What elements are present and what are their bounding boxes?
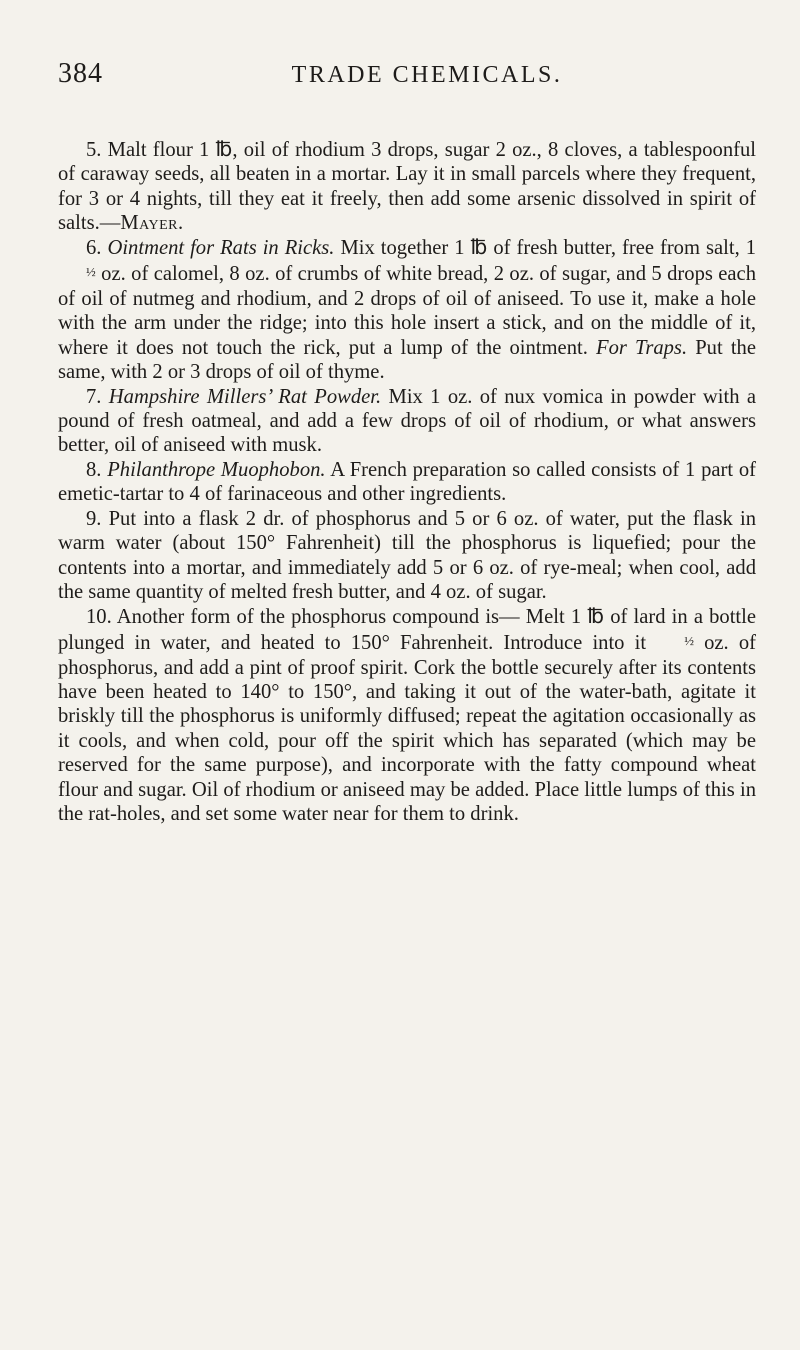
recipe-number: 5. bbox=[86, 139, 102, 161]
recipe-title: Ointment for Rats in Ricks. bbox=[107, 236, 335, 259]
recipe-7 bbox=[58, 385, 756, 458]
recipe-text: Mix 1 oz. of nux vomica in powder with a pound of fresh oatmeal, and add a few drops of oil of rhodium, or what answers better, oil of aniseed with musk. bbox=[58, 385, 756, 457]
recipe-number: 7. bbox=[86, 385, 102, 408]
recipe-text-end: Put the same, with 2 or 3 drops of oil of thyme. bbox=[58, 336, 756, 384]
recipe-text: Another form of the phosphorus compound is— Melt 1 ℔ of lard in a bottle plunged in water, and heated to 150° Fahrenheit. Introduce into it bbox=[58, 605, 757, 655]
recipe-10 bbox=[58, 605, 756, 827]
recipe-6 bbox=[58, 236, 756, 385]
fraction: ½ bbox=[86, 264, 96, 280]
recipe-text: Put into a flask 2 dr. of phosphorus and 5 or 6 oz. of water, put the flask in warm water (about 150° Fahrenheit) till the phosphorus is liquefied; pour the contents into a mortar, and immediately add 5 or 6 oz. of rye-meal; when cool, add the same quantity of melted fresh butter, and 4 oz. of sugar. bbox=[58, 507, 756, 604]
attribution: Mayer. bbox=[120, 212, 184, 235]
recipe-text: A French preparation so called consists of 1 part of emetic-tartar to 4 of farinaceous and other ingredients. bbox=[58, 458, 757, 506]
recipe-number: 8. bbox=[86, 458, 102, 481]
recipe-subtitle: For Traps. bbox=[595, 336, 688, 359]
recipe-text-continued: oz. of phosphorus, and add a pint of proof spirit. Cork the bottle securely after its contents have been heated to 140° to 150°, and taking it out of the water-bath, agitate it briskly till the phosphorus is uniformly diffused; repeat the agitation occasionally as it cools, and when cold, pour off the spirit which has separated (which may be reserved for the same purpose), and incorporate with the fatty compound wheat flour and sugar. Oil of rhodium or aniseed may be added. Place little lumps of this in the rat-holes, and set some water near for them to drink. bbox=[58, 632, 756, 826]
recipe-text-continued: oz. of calomel, 8 oz. of crumbs of white bread, 2 oz. of sugar, and 5 drops each of oil of nutmeg and rhodium, and 2 drops of oil of aniseed. To use it, make a hole with the arm under the ridge; into this hole insert a stick, and on the middle of it, where it does not touch the rick, put a lump of the ointment. bbox=[58, 263, 756, 359]
recipe-5 bbox=[58, 138, 756, 236]
recipe-number: 6. bbox=[86, 236, 102, 259]
fraction: ½ bbox=[684, 633, 694, 649]
recipe-9 bbox=[58, 507, 756, 605]
recipe-text: Mix together 1 ℔ of fresh butter, free from salt, 1 bbox=[340, 236, 757, 259]
recipe-number: 10. bbox=[86, 605, 112, 628]
recipe-8 bbox=[58, 458, 756, 507]
recipe-number: 9. bbox=[86, 507, 102, 530]
recipe-title: Hampshire Millers’ Rat Powder. bbox=[108, 385, 382, 408]
recipe-title: Philanthrope Muophobon. bbox=[107, 458, 326, 481]
body-text bbox=[58, 138, 756, 827]
page-number: 384 bbox=[58, 58, 103, 89]
recipe-text: Malt flour 1 ℔, oil of rhodium 3 drops, sugar 2 oz., 8 cloves, a tablespoonful of caraway seeds, all beaten in a mortar. Lay it in small parcels where they frequent, for 3 or 4 nights, till they eat it freely, then add some arsenic dissolved in spirit of salts.— bbox=[58, 139, 756, 235]
page-header bbox=[58, 58, 756, 98]
running-head: TRADE CHEMICALS. bbox=[291, 62, 563, 88]
